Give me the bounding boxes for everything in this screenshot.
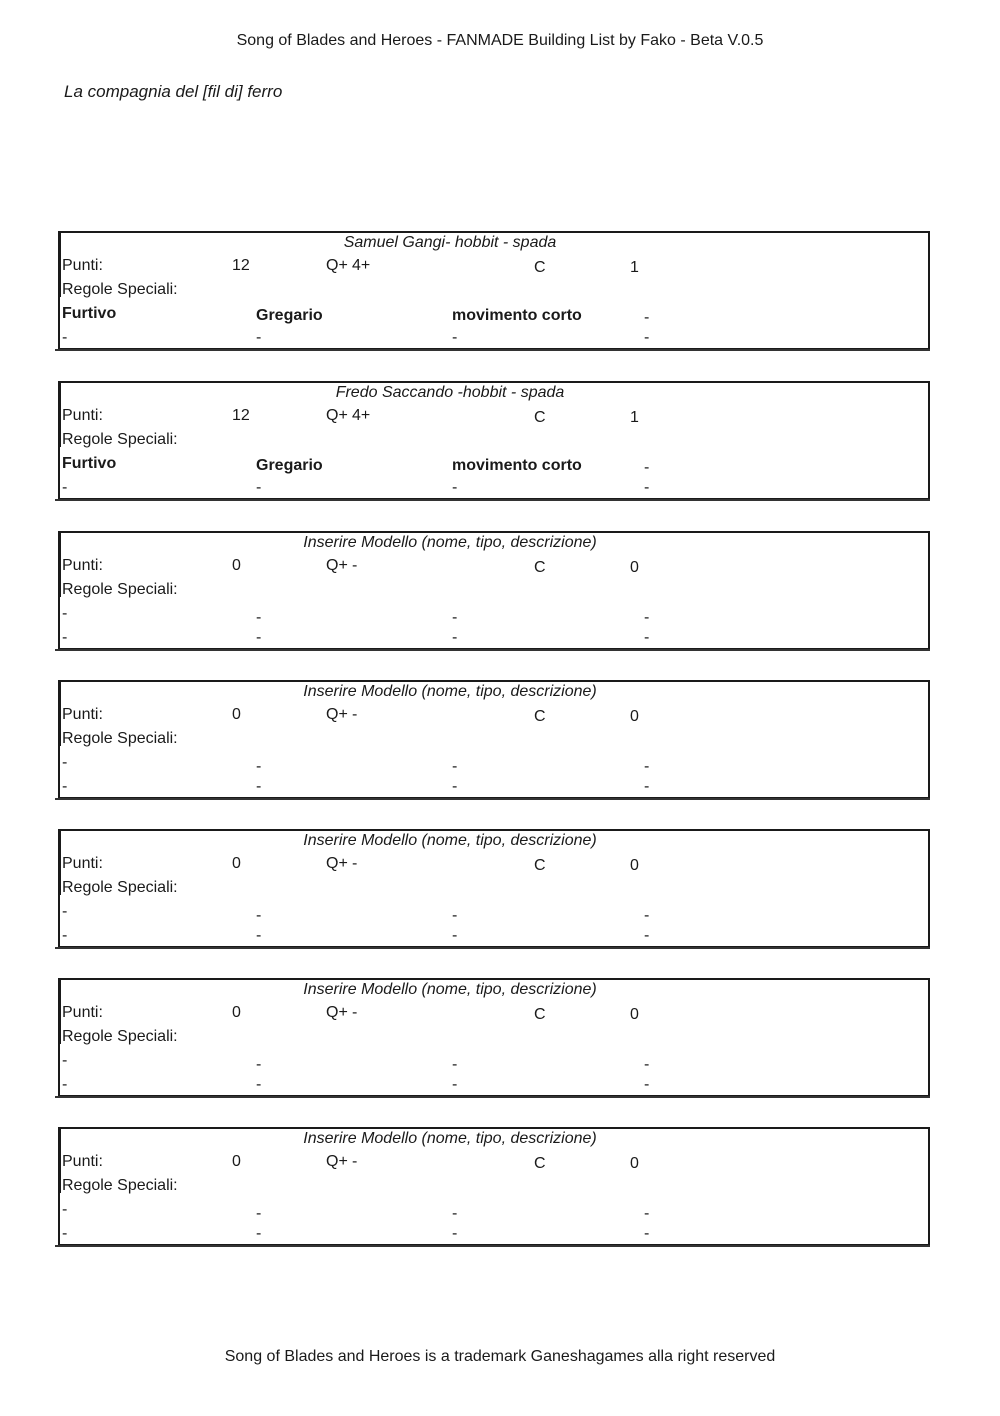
special-rule: - xyxy=(256,479,262,496)
combat-value: 1 xyxy=(630,409,639,426)
special-rule: - xyxy=(644,778,650,795)
model-name: Samuel Gangi- hobbit - spada xyxy=(343,234,557,251)
special-rule: - xyxy=(62,754,68,771)
model-name: Inserire Modello (nome, tipo, descrizione) xyxy=(303,534,597,551)
special-rule: - xyxy=(256,907,262,924)
combat-value: 0 xyxy=(630,1155,639,1172)
card-divider xyxy=(55,1096,930,1098)
special-rule: - xyxy=(644,927,650,944)
model-card xyxy=(58,381,930,501)
points-value: 0 xyxy=(232,557,241,574)
special-rules-label: Regole Speciali: xyxy=(62,431,178,448)
special-rule: - xyxy=(452,927,458,944)
combat-label: C xyxy=(534,259,546,276)
special-rule: - xyxy=(62,778,68,795)
special-rule: - xyxy=(452,758,458,775)
card-divider xyxy=(55,947,930,949)
card-divider xyxy=(55,499,930,501)
company-name: La compagnia del [fil di] ferro xyxy=(64,82,283,101)
special-rule: - xyxy=(256,778,262,795)
quality-value: 4+ xyxy=(352,407,371,424)
quality-value: - xyxy=(352,557,358,574)
special-rule: - xyxy=(644,907,650,924)
special-rule: - xyxy=(256,1056,262,1073)
special-rules-label: Regole Speciali: xyxy=(62,1177,178,1194)
points-label: Punti: xyxy=(62,407,103,424)
points-value: 12 xyxy=(232,407,250,424)
special-rule: Furtivo xyxy=(62,305,117,322)
special-rule: - xyxy=(644,629,650,646)
model-card xyxy=(58,680,930,800)
card-divider xyxy=(55,798,930,800)
special-rules-label: Regole Speciali: xyxy=(62,879,178,896)
special-rules-label: Regole Speciali: xyxy=(62,730,178,747)
card-divider xyxy=(55,649,930,651)
quality-prefix: Q+ xyxy=(326,257,348,274)
model-name: Inserire Modello (nome, tipo, descrizione) xyxy=(303,832,597,849)
document-title: Song of Blades and Heroes - FANMADE Building List by Fako - Beta V.0.5 xyxy=(236,32,764,49)
quality-value: - xyxy=(352,1153,358,1170)
quality-prefix: Q+ xyxy=(326,1004,348,1021)
combat-label: C xyxy=(534,559,546,576)
special-rules-label: Regole Speciali: xyxy=(62,581,178,598)
model-card xyxy=(58,829,930,949)
model-card xyxy=(58,978,930,1098)
special-rules-label: Regole Speciali: xyxy=(62,281,178,298)
combat-label: C xyxy=(534,857,546,874)
special-rule: - xyxy=(62,605,68,622)
points-value: 0 xyxy=(232,706,241,723)
special-rule: - xyxy=(256,758,262,775)
special-rule: movimento corto xyxy=(452,307,582,324)
special-rule: - xyxy=(644,1225,650,1242)
quality-value: 4+ xyxy=(352,257,371,274)
card-divider xyxy=(55,1245,930,1247)
special-rule: - xyxy=(452,1225,458,1242)
special-rule: Gregario xyxy=(256,307,323,324)
model-card xyxy=(58,531,930,651)
special-rule: - xyxy=(62,1052,68,1069)
special-rule: movimento corto xyxy=(452,457,582,474)
special-rule: - xyxy=(644,1056,650,1073)
special-rule: - xyxy=(62,1076,68,1093)
footer-notice: Song of Blades and Heroes is a trademark Ganeshagames alla right reserved xyxy=(224,1348,776,1365)
model-name: Inserire Modello (nome, tipo, descrizione) xyxy=(303,683,597,700)
card-divider xyxy=(55,349,930,351)
quality-value: - xyxy=(352,1004,358,1021)
special-rule: - xyxy=(452,1205,458,1222)
special-rule: - xyxy=(452,907,458,924)
special-rule: - xyxy=(256,329,262,346)
special-rule: - xyxy=(256,609,262,626)
special-rule: - xyxy=(644,609,650,626)
special-rule: - xyxy=(644,309,650,326)
special-rule: - xyxy=(644,479,650,496)
points-value: 12 xyxy=(232,257,250,274)
special-rule: Furtivo xyxy=(62,455,117,472)
combat-value: 0 xyxy=(630,857,639,874)
points-label: Punti: xyxy=(62,557,103,574)
quality-prefix: Q+ xyxy=(326,855,348,872)
special-rule: - xyxy=(256,1076,262,1093)
special-rule: - xyxy=(452,778,458,795)
special-rule: - xyxy=(452,629,458,646)
special-rule: - xyxy=(644,1076,650,1093)
special-rule: - xyxy=(452,329,458,346)
special-rule: - xyxy=(644,329,650,346)
special-rule: - xyxy=(62,927,68,944)
points-label: Punti: xyxy=(62,257,103,274)
quality-prefix: Q+ xyxy=(326,557,348,574)
quality-value: - xyxy=(352,855,358,872)
points-value: 0 xyxy=(232,855,241,872)
special-rule: - xyxy=(62,629,68,646)
special-rule: - xyxy=(452,609,458,626)
special-rule: - xyxy=(452,1056,458,1073)
combat-value: 0 xyxy=(630,708,639,725)
special-rule: - xyxy=(62,1225,68,1242)
special-rule: - xyxy=(452,1076,458,1093)
special-rule: - xyxy=(644,1205,650,1222)
special-rule: - xyxy=(644,459,650,476)
model-name: Inserire Modello (nome, tipo, descrizione) xyxy=(303,1130,597,1147)
special-rule: - xyxy=(62,903,68,920)
quality-prefix: Q+ xyxy=(326,706,348,723)
model-name: Inserire Modello (nome, tipo, descrizione) xyxy=(303,981,597,998)
quality-prefix: Q+ xyxy=(326,407,348,424)
combat-label: C xyxy=(534,708,546,725)
special-rule: - xyxy=(256,1225,262,1242)
points-label: Punti: xyxy=(62,1004,103,1021)
points-label: Punti: xyxy=(62,1153,103,1170)
combat-value: 0 xyxy=(630,559,639,576)
combat-value: 0 xyxy=(630,1006,639,1023)
special-rule: - xyxy=(452,479,458,496)
combat-label: C xyxy=(534,409,546,426)
points-label: Punti: xyxy=(62,706,103,723)
special-rule: - xyxy=(62,479,68,496)
points-value: 0 xyxy=(232,1004,241,1021)
special-rule: - xyxy=(256,927,262,944)
special-rule: - xyxy=(644,758,650,775)
special-rule: - xyxy=(256,1205,262,1222)
special-rule: - xyxy=(62,329,68,346)
quality-prefix: Q+ xyxy=(326,1153,348,1170)
model-name: Fredo Saccando -hobbit - spada xyxy=(335,384,565,401)
quality-value: - xyxy=(352,706,358,723)
combat-label: C xyxy=(534,1155,546,1172)
special-rules-label: Regole Speciali: xyxy=(62,1028,178,1045)
points-value: 0 xyxy=(232,1153,241,1170)
combat-value: 1 xyxy=(630,259,639,276)
model-card xyxy=(58,231,930,351)
special-rule: Gregario xyxy=(256,457,323,474)
points-label: Punti: xyxy=(62,855,103,872)
combat-label: C xyxy=(534,1006,546,1023)
model-card xyxy=(58,1127,930,1247)
special-rule: - xyxy=(256,629,262,646)
special-rule: - xyxy=(62,1201,68,1218)
